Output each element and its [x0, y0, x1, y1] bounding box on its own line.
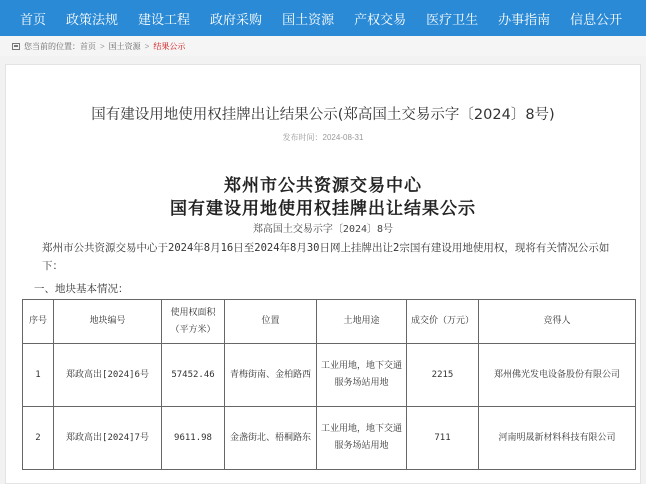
cell-usage: 工业用地，地下交通服务场站用地	[317, 344, 407, 407]
article-title: 国有建设用地使用权挂牌出让结果公示(郑高国土交易示字〔2024〕8号)	[91, 107, 555, 123]
document-number: 郑高国土交易示字〔2024〕8号	[252, 224, 394, 235]
cell-index: 1	[23, 344, 54, 407]
header-area: 使用权面积（平方米）	[162, 300, 225, 344]
nav-item-policy[interactable]: 政策法规	[66, 12, 119, 28]
cell-area: 57452.46	[162, 344, 225, 407]
cell-parcel-no: 郑政高出[2024]7号	[54, 407, 162, 470]
nav-item-medical[interactable]: 医疗卫生	[426, 12, 479, 28]
cell-price: 2215	[407, 344, 479, 407]
table-row	[23, 344, 636, 407]
section-heading: 一、地块基本情况：	[34, 283, 129, 295]
publish-time: 发布时间：2024-08-31	[282, 133, 364, 142]
breadcrumb-current[interactable]: 结果公示	[153, 41, 186, 51]
article-container	[5, 64, 641, 484]
table-row	[23, 407, 636, 470]
cell-price: 711	[407, 407, 479, 470]
nav-item-disclosure[interactable]: 信息公开	[570, 12, 623, 28]
header-bidder: 竞得人	[479, 300, 636, 344]
heading-org: 郑州市公共资源交易中心	[224, 176, 422, 196]
cell-location: 金盏街北、梧桐路东	[225, 407, 317, 470]
header-location: 位置	[225, 300, 317, 344]
nav-item-procurement[interactable]: 政府采购	[210, 12, 263, 28]
header-index: 序号	[23, 300, 54, 344]
nav-item-guide[interactable]: 办事指南	[498, 12, 551, 28]
intro-paragraph: 郑州市公共资源交易中心于2024年8月16日至2024年8月30日网上挂牌出让2宗国有建设用地使用权，现将有关情况公示如下：	[42, 242, 610, 272]
header-price: 成交价（万元）	[407, 300, 479, 344]
breadcrumb-prefix: 您当前的位置：	[24, 41, 80, 51]
nav-item-property[interactable]: 产权交易	[354, 12, 407, 28]
cell-index: 2	[23, 407, 54, 470]
breadcrumb-separator: >	[144, 41, 150, 51]
header-parcel-no: 地块编号	[54, 300, 162, 344]
heading-title: 国有建设用地使用权挂牌出让结果公示	[170, 199, 476, 219]
table-header-row	[23, 300, 636, 344]
header-usage: 土地用途	[317, 300, 407, 344]
breadcrumb	[0, 36, 646, 56]
nav-item-home[interactable]: 首页	[20, 12, 47, 28]
breadcrumb-land[interactable]: 国土资源	[108, 41, 141, 51]
breadcrumb-separator: >	[100, 41, 105, 51]
home-icon	[12, 43, 20, 50]
cell-bidder: 郑州佛光发电设备股份有限公司	[479, 344, 636, 407]
nav-item-land[interactable]: 国土资源	[282, 12, 335, 28]
cell-bidder: 河南明晟新材料科技有限公司	[479, 407, 636, 470]
cell-usage: 工业用地，地下交通服务场站用地	[317, 407, 407, 470]
nav-item-construction[interactable]: 建设工程	[138, 12, 191, 28]
breadcrumb-home[interactable]: 首页	[80, 41, 96, 51]
cell-area: 9611.98	[162, 407, 225, 470]
parcel-table	[22, 299, 636, 470]
cell-parcel-no: 郑政高出[2024]6号	[54, 344, 162, 407]
cell-location: 青梅街南、金柏路西	[225, 344, 317, 407]
top-nav	[0, 0, 646, 36]
